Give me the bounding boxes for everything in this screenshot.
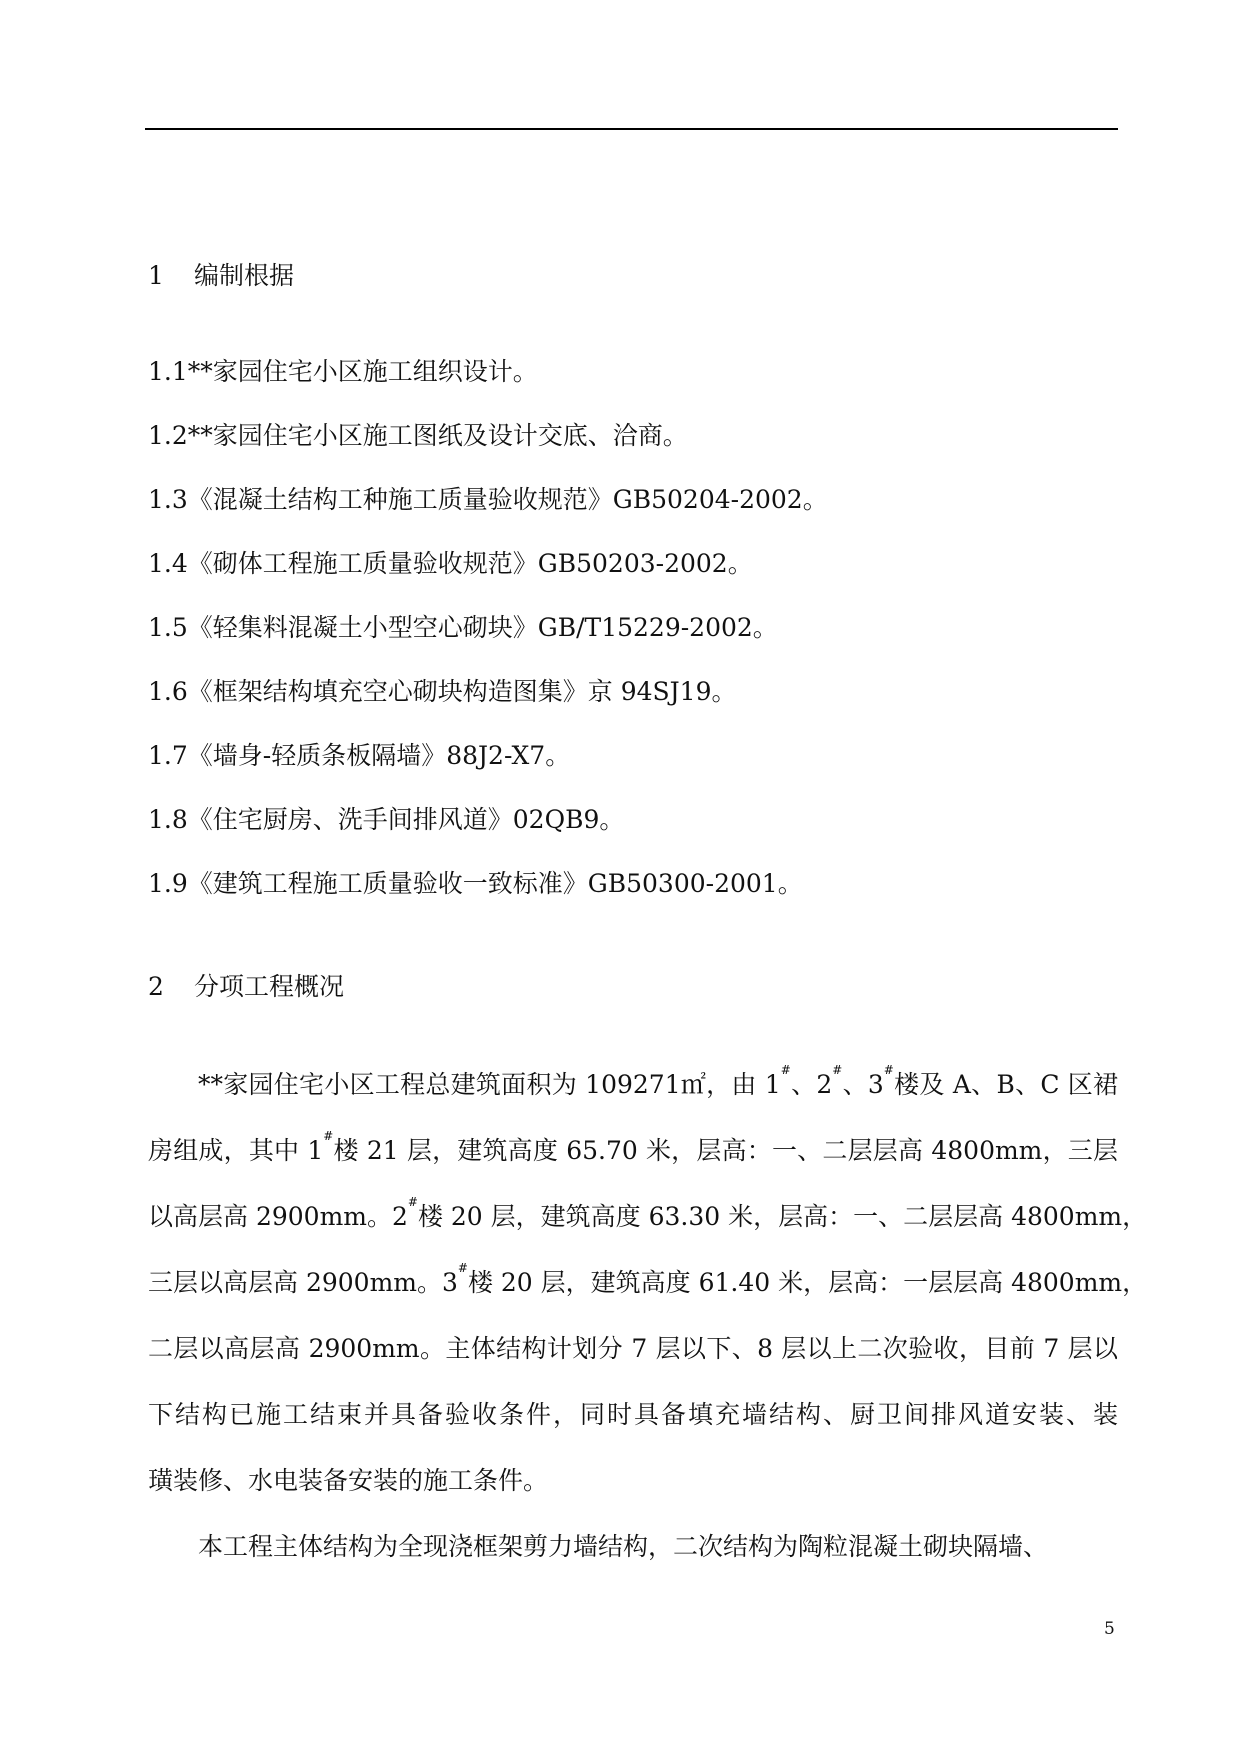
reference-item: 1.2**家园住宅小区施工图纸及设计交底、洽商。: [148, 421, 688, 450]
paragraph-line: 以高层高 2900mm。2#楼 20 层，建筑高度 63.30 米，层高：一、二层层高 4800mm，: [148, 1195, 1148, 1231]
section-2-number: 2: [148, 972, 164, 1001]
paragraph-line: 本工程主体结构为全现浇框架剪力墙结构，二次结构为陶粒混凝土砌块隔墙、: [198, 1532, 1049, 1561]
paragraph-line: 房组成，其中 1#楼 21 层，建筑高度 65.70 米，层高：一、二层层高 4800mm，三层: [148, 1129, 1118, 1165]
reference-item: 1.1**家园住宅小区施工组织设计。: [148, 357, 538, 386]
section-2-heading: [148, 970, 344, 1004]
reference-item: 1.5《轻集料混凝土小型空心砌块》GB/T15229-2002。: [148, 613, 778, 642]
paragraph-line: 璜装修、水电装备安装的施工条件。: [148, 1466, 549, 1495]
paragraph-line: 三层以高层高 2900mm。3#楼 20 层，建筑高度 61.40 米，层高：一层层高 4800mm，: [148, 1261, 1148, 1297]
paragraph-line: 二层以高层高 2900mm。主体结构计划分 7 层以下、8 层以上二次验收，目前 7 层以: [148, 1334, 1118, 1363]
reference-item: 1.7《墙身-轻质条板隔墙》88J2-X7。: [148, 741, 571, 770]
reference-item: 1.8《住宅厨房、洗手间排风道》02QB9。: [148, 805, 625, 834]
header-rule: [145, 128, 1118, 130]
page-number: 5: [1104, 1619, 1115, 1639]
section-1-heading: [148, 259, 294, 293]
reference-item: 1.3《混凝土结构工种施工质量验收规范》GB50204-2002。: [148, 485, 828, 514]
section-1-title: 编制根据: [194, 261, 295, 290]
reference-item: 1.9《建筑工程施工质量验收一致标准》GB50300-2001。: [148, 869, 803, 898]
paragraph-line: 下结构已施工结束并具备验收条件，同时具备填充墙结构、厨卫间排风道安装、装: [148, 1400, 1118, 1429]
reference-item: 1.6《框架结构填充空心砌块构造图集》京 94SJ19。: [148, 677, 737, 706]
reference-item: 1.4《砌体工程施工质量验收规范》GB50203-2002。: [148, 549, 753, 578]
paragraph-line: **家园住宅小区工程总建筑面积为 109271㎡，由 1#、2#、3#楼及 A、B、C 区裙: [198, 1063, 1118, 1099]
section-2-title: 分项工程概况: [194, 972, 345, 1001]
section-1-number: 1: [148, 261, 164, 290]
